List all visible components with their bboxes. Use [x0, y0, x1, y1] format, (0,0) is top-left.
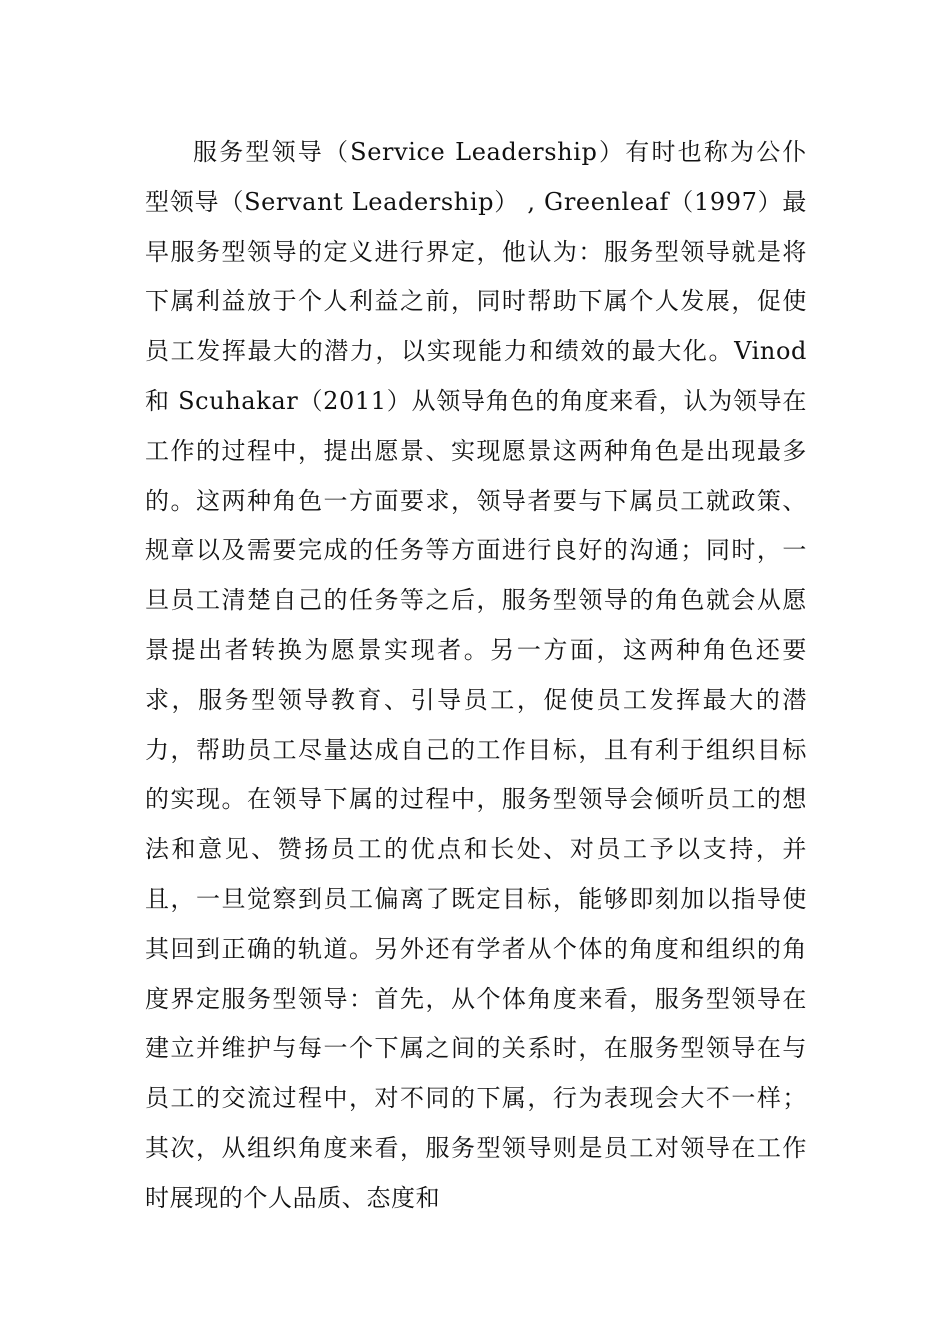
- body-paragraph: 服务型领导（Service Leadership）有时也称为公仆型领导（Servant Leadership） , Greenleaf（1997）最早服务型领导的定义进行界定，他认为：服务型领导就是将下属利益放于个人利益之前，同时帮助下属个人发展，促使员工发挥最大的潜力，以实现能力和绩效的最大化。Vinod 和 Scuhakar（2011）从领导角色的角度来看，认为领导在工作的过程中，提出愿景、实现愿景这两种角色是出现最多的。这两种角色一方面要求，领导者要与下属员工就政策、规章以及需要完成的任务等方面进行良好的沟通；同时，一旦员工清楚自己的任务等之后，服务型领导的角色就会从愿景提出者转换为愿景实现者。另一方面，这两种角色还要求，服务型领导教育、引导员工，促使员工发挥最大的潜力，帮助员工尽量达成自己的工作目标，且有利于组织目标的实现。在领导下属的过程中，服务型领导会倾听员工的想法和意见、赞扬员工的优点和长处、对员工予以支持，并且，一旦觉察到员工偏离了既定目标，能够即刻加以指导使其回到正确的轨道。另外还有学者从个体的角度和组织的角度界定服务型领导：首先，从个体角度来看，服务型领导在建立并维护与每一个下属之间的关系时，在服务型领导在与员工的交流过程中，对不同的下属，行为表现会大不一样；其次，从组织角度来看，服务型领导则是员工对领导在工作时展现的个人品质、态度和: [145, 138, 807, 1212]
